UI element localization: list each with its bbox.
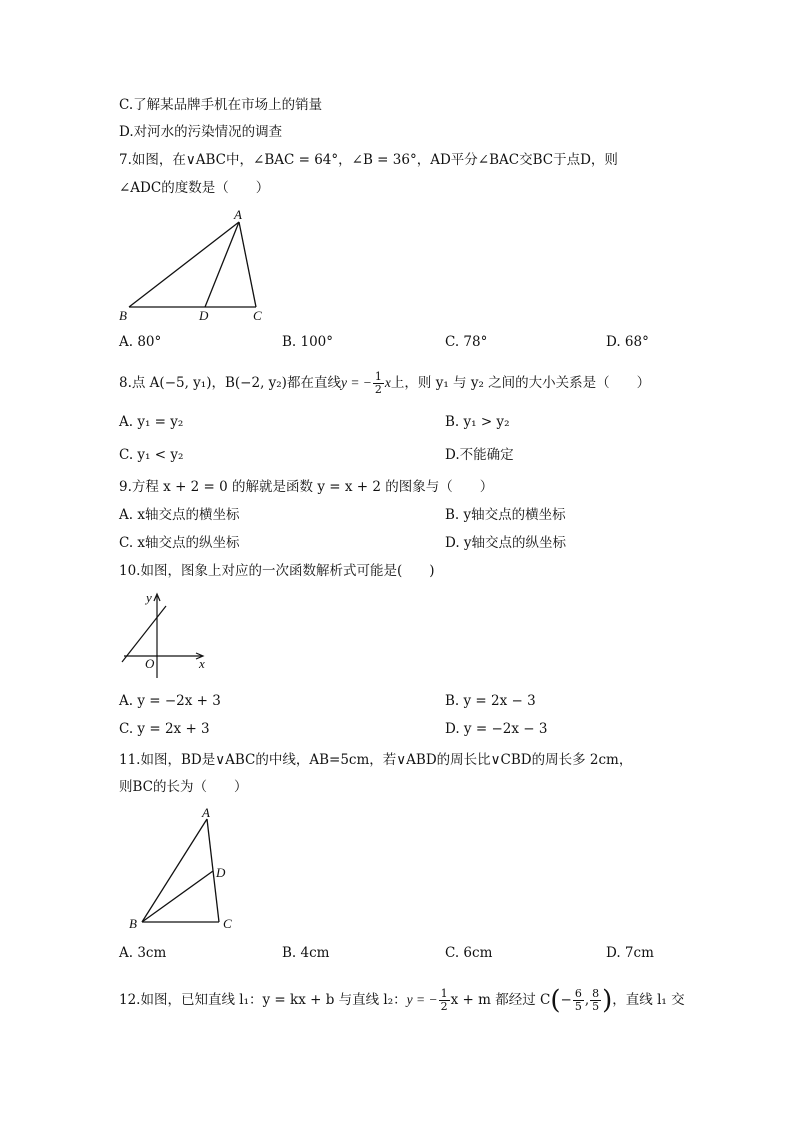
q10-option-d: D. y = −2x − 3 [445, 721, 548, 737]
q8-frac-den: 2 [374, 383, 382, 396]
q7-triangle-figure [115, 205, 275, 325]
q11-label-b: B [129, 916, 137, 931]
q9-option-c: C. x轴交点的纵坐标 [119, 535, 240, 551]
q7-option-a: A. 80° [119, 334, 162, 350]
q8-option-c: C. y₁ < y₂ [119, 447, 184, 463]
q8-option-a: A. y₁ = y₂ [119, 414, 184, 430]
q12-comma: , [584, 992, 590, 1008]
q8-stem [119, 371, 650, 396]
q12-paren-open: ( [550, 985, 561, 1016]
q9-option-a: A. x轴交点的横坐标 [119, 507, 240, 523]
q12-pt-frac2 [590, 988, 601, 1013]
q10-stem: 10.如图，图象上对应的一次函数解析式可能是( ) [119, 563, 435, 579]
q8-stem-part-a: 8.点 A(−5, y₁)，B(−2, y₂)都在直线 [119, 375, 341, 391]
q7-label-c: C [253, 308, 262, 323]
q12-pt-frac1 [573, 988, 584, 1013]
q11-stem-line2: 则BC的长为（ ） [119, 779, 248, 795]
q10-option-c: C. y = 2x + 3 [119, 721, 210, 737]
q12-paren-close: ) [602, 985, 613, 1016]
q7-label-d: D [199, 308, 209, 323]
q12-pt-num2: 8 [592, 987, 600, 1000]
q7-label-b: B [119, 308, 127, 323]
q7-label-a: A [234, 207, 242, 222]
q10-graph-figure [118, 588, 218, 683]
q10-label-y: y [146, 590, 152, 605]
q7-option-b: B. 100° [282, 334, 334, 350]
q11-label-d: D [216, 865, 226, 880]
q8-frac-num: 1 [374, 370, 382, 383]
q10-label-x: x [199, 656, 205, 671]
q12-stem [119, 985, 685, 1016]
q11-option-c: C. 6cm [445, 945, 493, 961]
q7-option-d: D. 68° [606, 334, 649, 350]
q11-option-a: A. 3cm [119, 945, 167, 961]
q12-frac-num: 1 [440, 987, 448, 1000]
q12-eq: y = − [406, 992, 438, 1007]
q12-fraction [439, 988, 450, 1013]
q12-pt-num1: 6 [574, 987, 582, 1000]
q8-option-b: B. y₁ > y₂ [445, 414, 510, 430]
q11-option-b: B. 4cm [282, 945, 330, 961]
q12-pt-den1: 5 [574, 1000, 582, 1013]
q11-label-c: C [223, 916, 232, 931]
q8-eq-right: x [384, 375, 391, 390]
q11-option-d: D. 7cm [606, 945, 654, 961]
q12-stem-part-a: 12.如图，已知直线 l₁：y = kx + b 与直线 l₂： [119, 992, 407, 1008]
q10-option-b: B. y = 2x − 3 [445, 693, 536, 709]
q12-frac-den: 2 [440, 1000, 448, 1013]
q7-stem-line2: ∠ADC的度数是（ ） [119, 180, 270, 196]
q8-option-d: D.不能确定 [445, 447, 514, 463]
q12-stem-mid: x + m 都经过 C [450, 992, 551, 1008]
q8-fraction [373, 371, 384, 396]
q12-stem-part-b: ，直线 l₁ 交 [612, 992, 685, 1008]
option-d-line: D.对河水的污染情况的调查 [119, 124, 283, 140]
q12-pt-den2: 5 [592, 1000, 600, 1013]
q11-triangle-figure [125, 805, 245, 935]
q11-label-a: A [202, 805, 210, 820]
q9-stem: 9.方程 x + 2 = 0 的解就是函数 y = x + 2 的图象与（ ） [119, 479, 494, 495]
q8-stem-part-b: 上，则 y₁ 与 y₂ 之间的大小关系是（ ） [390, 375, 651, 391]
q10-label-o: O [145, 656, 155, 671]
option-c-line: C.了解某品牌手机在市场上的销量 [119, 97, 323, 113]
q9-option-b: B. y轴交点的横坐标 [445, 507, 566, 523]
q12-minus: − [560, 992, 572, 1008]
q11-stem-line1: 11.如图，BD是∨ABC的中线，AB=5cm，若∨ABD的周长比∨CBD的周长多 2cm， [119, 752, 633, 768]
q10-option-a: A. y = −2x + 3 [119, 693, 221, 709]
q8-eq-left: y = − [340, 375, 372, 390]
q9-option-d: D. y轴交点的纵坐标 [445, 535, 567, 551]
q7-option-c: C. 78° [445, 334, 488, 350]
q7-stem-line1: 7.如图，在∨ABC中，∠BAC = 64°，∠B = 36°，AD平分∠BAC交BC于点D，则 [119, 152, 618, 168]
